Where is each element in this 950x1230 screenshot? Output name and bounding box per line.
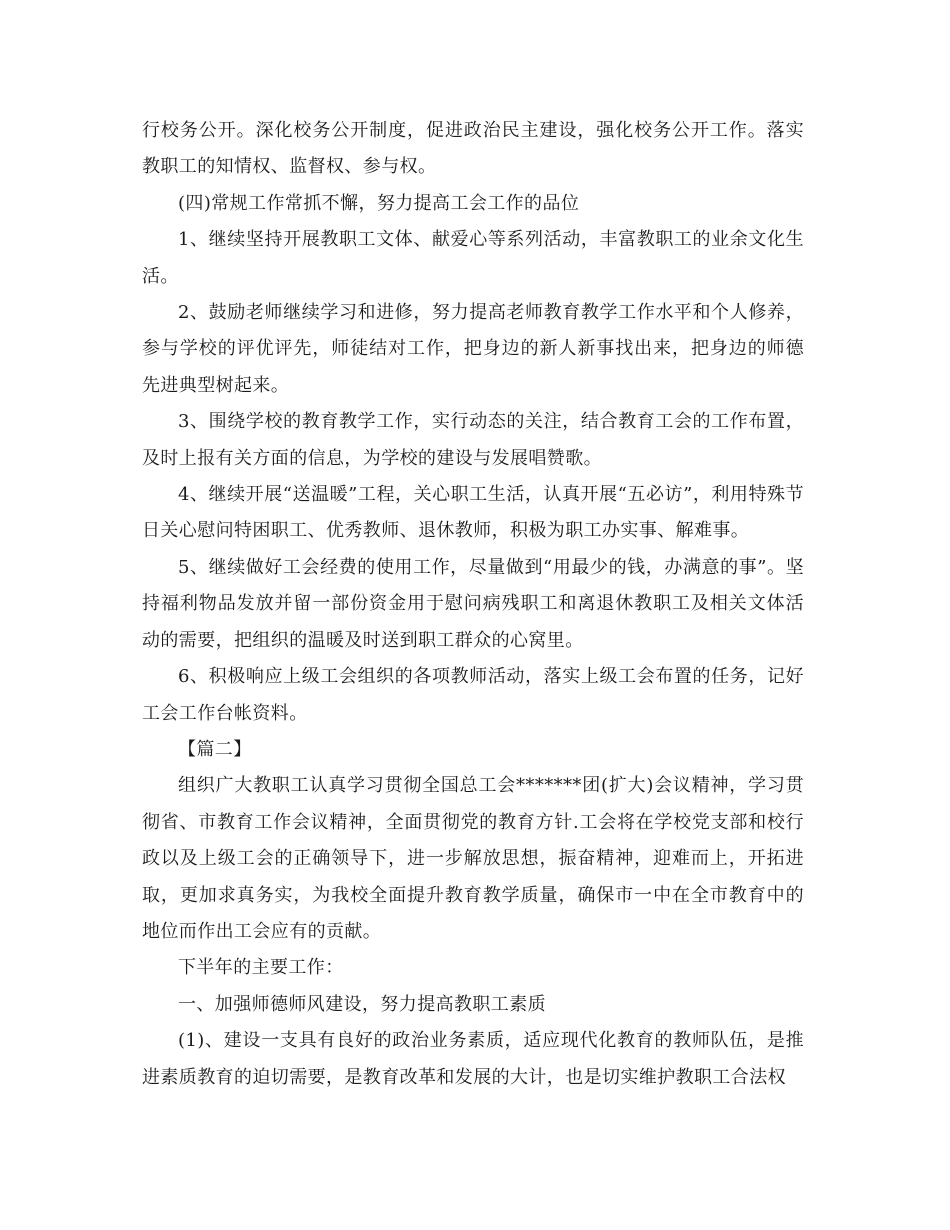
sub-item-1: (1)、建设一支具有良好的政治业务素质，适应现代化教育的教师队伍，是推进素质教育的迫切需要，是教育改革和发展的大计，也是切实维护教职工合法权 xyxy=(142,1030,804,1088)
section-heading-four: (四)常规工作常抓不懈，努力提高工会工作的品位 xyxy=(178,192,580,214)
section-heading-one: 一、加强师德师风建设，努力提高教职工素质 xyxy=(178,993,546,1015)
part-two-intro: 组织广大教职工认真学习贯彻全国总工会*******团(扩大)会议精神，学习贯彻省、市教育工作会议精神，全面贯彻党的教育方针.工会将在学校党支部和校行政以及上级工会的正确领导下，进一步解放思想，振奋精神，迎难而上，开拓进取，更加求真务实，为我校全面提升教育教学质量，确保市一中在全市教育中的地位而作出工会应有的贡献。 xyxy=(142,775,804,942)
main-work-heading: 下半年的主要工作： xyxy=(178,957,344,979)
list-item-5: 5、继续做好工会经费的使用工作，尽量做到“用最少的钱，办满意的事”。坚持福利物品发放并留一部份资金用于慰问病残职工和离退休教职工及相关文体活动的需要，把组织的温暖及时送到职工群众的心窝里。 xyxy=(142,556,804,651)
document-body xyxy=(142,113,804,1096)
list-item-1: 1、继续坚持开展教职工文体、献爱心等系列活动，丰富教职工的业余文化生活。 xyxy=(142,229,804,287)
list-item-6: 6、积极响应上级工会组织的各项教师活动，落实上级工会布置的任务，记好工会工作台帐资料。 xyxy=(142,666,804,724)
list-item-4: 4、继续开展“送温暖”工程，关心职工生活，认真开展“五必访”，利用特殊节日关心慰问特困职工、优秀教师、退休教师，积极为职工办实事、解难事。 xyxy=(142,484,804,542)
list-item-3: 3、围绕学校的教育教学工作，实行动态的关注，结合教育工会的工作布置，及时上报有关方面的信息，为学校的建设与发展唱赞歌。 xyxy=(142,411,804,469)
list-item-2: 2、鼓励老师继续学习和进修，努力提高老师教育教学工作水平和个人修养，参与学校的评优评先，师徒结对工作，把身边的新人新事找出来，把身边的师德先进典型树起来。 xyxy=(142,302,804,396)
paragraph-continuation: 行校务公开。深化校务公开制度，促进政治民主建设，强化校务公开工作。落实教职工的知情权、监督权、参与权。 xyxy=(142,120,804,178)
part-two-heading: 【篇二】 xyxy=(178,738,252,760)
